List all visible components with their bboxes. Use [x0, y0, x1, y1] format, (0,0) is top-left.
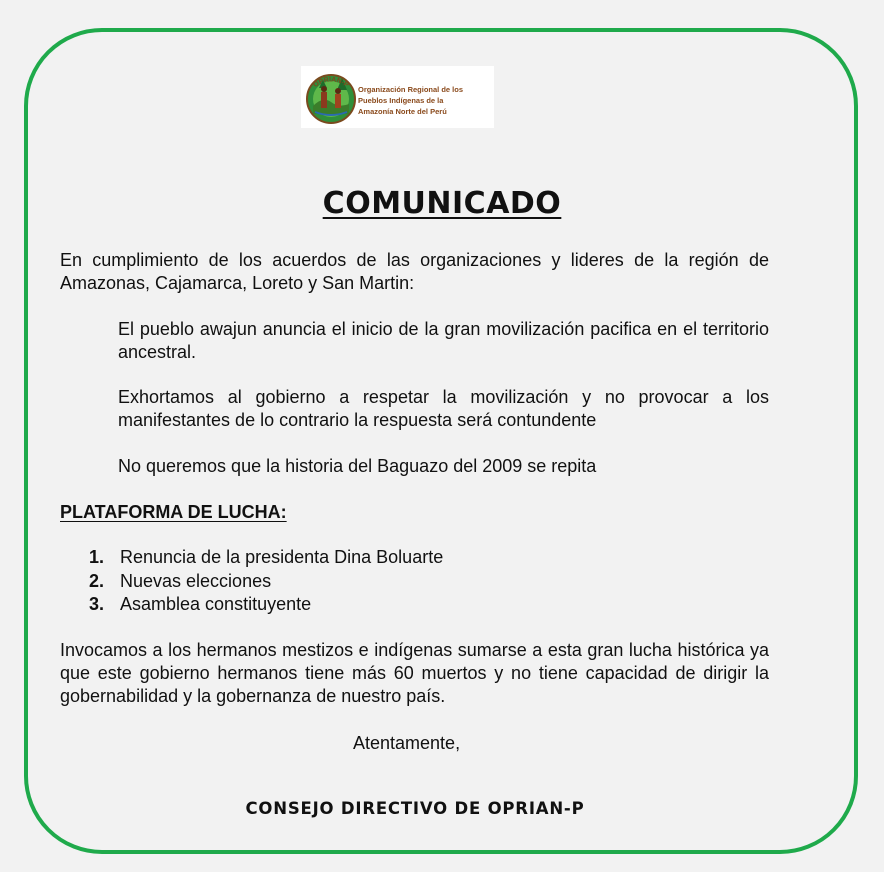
list-text: Nuevas elecciones — [120, 570, 272, 591]
closing-paragraph: Invocamos a los hermanos mestizos e indígenas sumarse a esta gran lucha histórica ya que este gobierno hermanos tiene más 60 muertos y no tiene capacidad de dirigir la gobernabilidad y la gobernanza de nuestro país. — [60, 640, 769, 706]
signature-text: CONSEJO DIRECTIVO DE OPRIAN-P — [245, 799, 585, 818]
list-text: Renuncia de la presidenta Dina Boluarte — [120, 547, 444, 567]
list-item — [60, 593, 443, 617]
logo-line: Pueblos Indígenas de la — [358, 96, 444, 105]
logo-line: Organización Regional de los — [358, 85, 464, 94]
logo-acronym: OPRIAN-P — [312, 76, 350, 90]
organization-logo — [301, 66, 494, 128]
list-number: 3. — [88, 594, 104, 614]
statement-paragraph: No queremos que la historia del Baguazo del 2009 se repita — [118, 456, 597, 476]
list-number: 1. — [88, 547, 104, 567]
list-text: Asamblea constituyente — [120, 594, 312, 614]
logo-text — [358, 84, 463, 117]
document-title: COMUNICADO — [322, 186, 562, 221]
statement-paragraph: El pueblo awajun anuncia el inicio de la gran movilización pacifica en el territorio ancestral. — [118, 319, 769, 362]
list-number: 2. — [88, 570, 104, 591]
list-item — [60, 546, 443, 570]
intro-paragraph: En cumplimiento de los acuerdos de las organizaciones y lideres de la región de Amazonas, Cajamarca, Loreto y San Martin: — [60, 250, 769, 293]
statement-paragraph: Exhortamos al gobierno a respetar la movilización y no provocar a los manifestantes de lo contrario la respuesta será contundente — [118, 387, 769, 430]
platform-list — [60, 546, 443, 617]
regards-text: Atentamente, — [353, 733, 461, 753]
platform-heading: PLATAFORMA DE LUCHA: — [60, 502, 287, 522]
list-item — [60, 570, 443, 594]
logo-line: Amazonía Norte del Perú — [358, 107, 447, 116]
document-frame — [24, 28, 858, 854]
